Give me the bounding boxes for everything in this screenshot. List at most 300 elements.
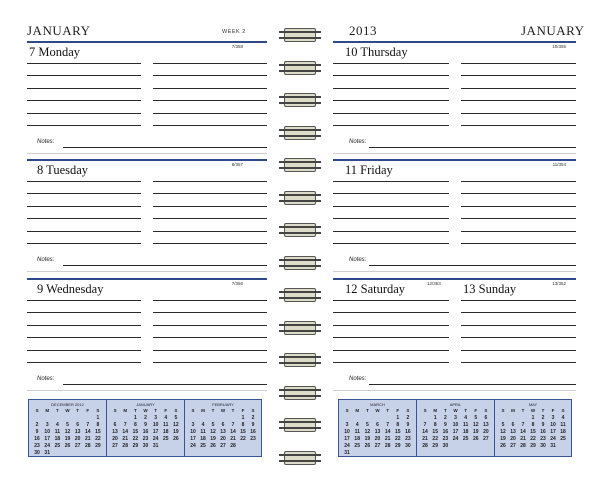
calendar-date[interactable]: 3: [154, 415, 158, 421]
calendar-date[interactable]: 21: [384, 436, 391, 442]
writing-line[interactable]: [333, 75, 449, 76]
mini-calendar-title: MAY: [528, 402, 538, 407]
calendar-date[interactable]: 15: [394, 429, 401, 435]
writing-line[interactable]: [153, 312, 267, 313]
writing-line[interactable]: [461, 113, 577, 114]
notes-line[interactable]: [369, 265, 576, 266]
calendar-date[interactable]: 5: [174, 415, 178, 421]
calendar-date[interactable]: 23: [540, 436, 546, 442]
calendar-date[interactable]: 21: [122, 436, 128, 442]
calendar-date[interactable]: 6: [221, 422, 225, 428]
writing-line[interactable]: [27, 181, 141, 182]
calendar-date[interactable]: 16: [250, 429, 256, 435]
calendar-date[interactable]: 24: [344, 443, 350, 449]
calendar-date[interactable]: 25: [200, 443, 206, 449]
writing-line[interactable]: [461, 193, 577, 194]
writing-line[interactable]: [333, 312, 449, 313]
calendar-date[interactable]: 14: [122, 429, 128, 435]
notes-line[interactable]: [369, 384, 576, 385]
calendar-date[interactable]: 10: [452, 422, 459, 428]
calendar-date[interactable]: 11: [560, 422, 566, 428]
writing-line[interactable]: [27, 193, 141, 194]
writing-line[interactable]: [461, 300, 577, 301]
writing-line[interactable]: [27, 125, 141, 126]
calendar-date[interactable]: 12: [472, 422, 479, 428]
calendar-date[interactable]: 12: [364, 429, 371, 435]
writing-line[interactable]: [27, 218, 141, 219]
calendar-date[interactable]: 5: [66, 422, 69, 428]
calendar-date[interactable]: 27: [510, 443, 516, 449]
spiral-ring: [279, 222, 321, 238]
writing-line[interactable]: [153, 100, 267, 101]
calendar-date[interactable]: 30: [442, 443, 449, 449]
writing-line[interactable]: [333, 350, 449, 351]
calendar-date[interactable]: 4: [355, 422, 359, 428]
writing-line[interactable]: [333, 231, 449, 232]
weekday-header: S: [96, 408, 100, 413]
notes-line[interactable]: [369, 147, 576, 148]
calendar-date[interactable]: 20: [374, 436, 381, 442]
calendar-date[interactable]: 12: [173, 422, 179, 428]
calendar-date[interactable]: 18: [54, 436, 61, 442]
calendar-date[interactable]: 22: [95, 436, 101, 442]
calendar-date[interactable]: 7: [86, 422, 90, 428]
calendar-date[interactable]: 31: [550, 443, 556, 449]
calendar-date[interactable]: 16: [405, 429, 411, 435]
writing-line[interactable]: [333, 362, 449, 363]
calendar-date[interactable]: 7: [423, 422, 427, 428]
writing-line[interactable]: [27, 231, 141, 232]
calendar-date[interactable]: 20: [510, 436, 516, 442]
calendar-date[interactable]: 9: [251, 422, 255, 428]
calendar-date[interactable]: 26: [64, 443, 71, 449]
calendar-date[interactable]: 11: [163, 422, 169, 428]
calendar-date[interactable]: 13: [220, 429, 226, 435]
calendar-date[interactable]: 20: [220, 436, 226, 442]
weekday-header: T: [521, 408, 525, 413]
calendar-date[interactable]: 11: [200, 429, 206, 435]
day-title: 7 Monday: [29, 45, 81, 59]
writing-line[interactable]: [461, 181, 577, 182]
calendar-date[interactable]: 29: [530, 443, 536, 449]
weekday-header: W: [453, 408, 458, 413]
mini-calendar-grid: [498, 408, 568, 449]
calendar-date[interactable]: 8: [133, 422, 137, 428]
calendar-date[interactable]: 28: [122, 443, 128, 449]
calendar-date[interactable]: 27: [220, 443, 226, 449]
calendar-date[interactable]: 1: [433, 415, 437, 421]
writing-line[interactable]: [27, 325, 141, 326]
calendar-date: [481, 443, 491, 449]
calendar-date[interactable]: 26: [210, 443, 216, 449]
calendar-date[interactable]: 1: [531, 415, 535, 421]
calendar-date[interactable]: 19: [210, 436, 216, 442]
calendar-date[interactable]: 28: [520, 443, 526, 449]
calendar-date[interactable]: 29: [394, 443, 401, 449]
calendar-date[interactable]: 16: [34, 436, 40, 442]
writing-line[interactable]: [461, 206, 577, 207]
calendar-date[interactable]: 15: [432, 429, 438, 435]
notes-label: Notes:: [37, 376, 55, 382]
calendar-date[interactable]: 19: [500, 436, 506, 442]
calendar-date[interactable]: 24: [152, 436, 159, 442]
weekday-header: S: [251, 408, 255, 413]
calendar-date[interactable]: 16: [142, 429, 149, 435]
writing-line[interactable]: [27, 75, 141, 76]
calendar-date[interactable]: 13: [112, 429, 118, 435]
calendar-date[interactable]: 29: [95, 443, 101, 449]
calendar-date[interactable]: 6: [113, 422, 117, 428]
weekday-header: T: [231, 408, 235, 413]
writing-line[interactable]: [461, 350, 577, 351]
writing-line[interactable]: [27, 88, 141, 89]
weekday-header: S: [191, 408, 195, 413]
calendar-date[interactable]: 17: [190, 436, 196, 442]
calendar-date[interactable]: 4: [464, 415, 468, 421]
writing-line[interactable]: [333, 325, 449, 326]
calendar-date: [362, 415, 372, 421]
writing-line[interactable]: [153, 231, 267, 232]
calendar-date[interactable]: 15: [132, 429, 139, 435]
calendar-date[interactable]: 25: [462, 436, 469, 442]
writing-line[interactable]: [153, 243, 267, 244]
calendar-date[interactable]: 3: [45, 422, 49, 428]
calendar-date[interactable]: 30: [540, 443, 546, 449]
writing-line[interactable]: [461, 312, 577, 313]
calendar-date[interactable]: 18: [354, 436, 360, 442]
calendar-date[interactable]: 24: [550, 436, 556, 442]
calendar-date[interactable]: 10: [152, 422, 159, 428]
writing-line[interactable]: [153, 350, 267, 351]
calendar-date: [383, 450, 393, 456]
calendar-date[interactable]: 5: [501, 422, 505, 428]
week-label: WEEK 2: [222, 29, 246, 35]
calendar-date[interactable]: 24: [190, 443, 196, 449]
calendar-date[interactable]: 8: [433, 422, 437, 428]
calendar-date[interactable]: 19: [173, 429, 179, 435]
writing-line[interactable]: [27, 312, 141, 313]
calendar-date[interactable]: 17: [344, 436, 350, 442]
writing-line[interactable]: [27, 337, 141, 338]
calendar-date[interactable]: 25: [354, 443, 360, 449]
mini-calendar-grid: [188, 408, 258, 449]
calendar-date[interactable]: 30: [405, 443, 411, 449]
writing-line[interactable]: [27, 362, 141, 363]
writing-line[interactable]: [153, 206, 267, 207]
calendar-date[interactable]: 18: [200, 436, 206, 442]
writing-line[interactable]: [333, 218, 449, 219]
calendar-date[interactable]: 20: [74, 436, 81, 442]
writing-line[interactable]: [153, 63, 267, 64]
calendar-date[interactable]: 15: [95, 429, 101, 435]
calendar-date[interactable]: 22: [530, 436, 536, 442]
calendar-date[interactable]: 29: [132, 443, 139, 449]
writing-line[interactable]: [461, 218, 577, 219]
weekday-header: S: [35, 408, 39, 413]
calendar-date[interactable]: 22: [132, 436, 139, 442]
calendar-date[interactable]: 17: [44, 436, 50, 442]
writing-line[interactable]: [27, 350, 141, 351]
calendar-date: [450, 443, 460, 449]
writing-line[interactable]: [333, 300, 449, 301]
calendar-date[interactable]: 30: [142, 443, 149, 449]
calendar-date[interactable]: 6: [511, 422, 515, 428]
calendar-date[interactable]: 13: [74, 429, 81, 435]
day-block-thursday: [333, 41, 576, 159]
day-number: 11/354: [552, 162, 566, 167]
calendar-date[interactable]: 29: [432, 443, 438, 449]
calendar-date[interactable]: 21: [230, 436, 236, 442]
calendar-date[interactable]: 25: [560, 436, 566, 442]
writing-line[interactable]: [333, 206, 449, 207]
calendar-date[interactable]: 17: [152, 429, 159, 435]
writing-line[interactable]: [333, 193, 449, 194]
weekday-header: T: [154, 408, 157, 413]
calendar-date[interactable]: 2: [541, 415, 545, 421]
calendar-date: [73, 415, 83, 421]
calendar-date[interactable]: 23: [34, 443, 40, 449]
calendar-date[interactable]: 13: [483, 422, 489, 428]
calendar-date[interactable]: 16: [442, 429, 449, 435]
calendar-date[interactable]: 26: [472, 436, 479, 442]
mini-calendar-title: APRIL: [449, 402, 462, 407]
calendar-date[interactable]: 12: [64, 429, 71, 435]
calendar-date[interactable]: 27: [112, 443, 118, 449]
writing-line[interactable]: [461, 75, 577, 76]
writing-line[interactable]: [333, 113, 449, 114]
calendar-date[interactable]: 25: [162, 436, 169, 442]
writing-line[interactable]: [153, 75, 267, 76]
calendar-date[interactable]: 21: [422, 436, 428, 442]
writing-line[interactable]: [461, 243, 577, 244]
writing-line[interactable]: [27, 243, 141, 244]
calendar-date[interactable]: 24: [452, 436, 459, 442]
calendar-date[interactable]: 9: [541, 422, 545, 428]
calendar-date[interactable]: 23: [142, 436, 149, 442]
calendar-date[interactable]: 8: [241, 422, 245, 428]
writing-line[interactable]: [27, 63, 141, 64]
calendar-date[interactable]: 1: [241, 415, 245, 421]
writing-line[interactable]: [153, 325, 267, 326]
writing-line[interactable]: [333, 100, 449, 101]
calendar-date[interactable]: 20: [483, 429, 489, 435]
calendar-date[interactable]: 14: [422, 429, 428, 435]
calendar-date[interactable]: 28: [84, 443, 91, 449]
calendar-date[interactable]: 4: [561, 415, 565, 421]
calendar-date: [383, 415, 393, 421]
calendar-date[interactable]: 3: [345, 422, 349, 428]
day-number: 7/358: [231, 44, 243, 49]
calendar-date[interactable]: 2: [406, 415, 410, 421]
writing-line[interactable]: [461, 88, 577, 89]
writing-line[interactable]: [153, 88, 267, 89]
writing-line[interactable]: [461, 337, 577, 338]
calendar-date[interactable]: 28: [422, 443, 428, 449]
calendar-date[interactable]: 5: [474, 415, 478, 421]
calendar-date[interactable]: 12: [500, 429, 506, 435]
calendar-date[interactable]: 21: [520, 436, 526, 442]
spiral-ring: [279, 385, 321, 401]
calendar-date[interactable]: 8: [396, 422, 400, 428]
calendar-date[interactable]: 10: [190, 429, 196, 435]
writing-line[interactable]: [461, 100, 577, 101]
calendar-date[interactable]: 25: [54, 443, 61, 449]
writing-line[interactable]: [153, 337, 267, 338]
calendar-date[interactable]: 19: [64, 436, 71, 442]
calendar-date[interactable]: 20: [112, 436, 118, 442]
calendar-date[interactable]: 14: [520, 429, 526, 435]
calendar-date[interactable]: 5: [211, 422, 215, 428]
calendar-date[interactable]: 8: [96, 422, 100, 428]
calendar-date[interactable]: 23: [442, 436, 449, 442]
calendar-date[interactable]: 18: [560, 429, 566, 435]
calendar-date[interactable]: 7: [521, 422, 525, 428]
writing-line[interactable]: [153, 181, 267, 182]
calendar-date[interactable]: 21: [84, 436, 91, 442]
calendar-date[interactable]: 2: [144, 415, 147, 421]
calendar-date[interactable]: 1: [96, 415, 100, 421]
notes-line[interactable]: [63, 265, 267, 266]
notes-line[interactable]: [63, 147, 267, 148]
calendar-date[interactable]: 4: [164, 415, 168, 421]
day-title-saturday: 12 Saturday: [345, 282, 406, 296]
calendar-date[interactable]: 19: [472, 429, 479, 435]
calendar-date: [110, 415, 120, 421]
weekday-header: S: [113, 408, 117, 413]
notes-line[interactable]: [63, 384, 267, 385]
writing-line[interactable]: [333, 181, 449, 182]
calendar-date[interactable]: 17: [452, 429, 459, 435]
writing-line[interactable]: [27, 113, 141, 114]
writing-line[interactable]: [27, 100, 141, 101]
calendar-date[interactable]: 11: [462, 422, 469, 428]
calendar-date[interactable]: 26: [500, 443, 506, 449]
calendar-date[interactable]: 28: [230, 443, 236, 449]
calendar-date: [161, 443, 171, 449]
calendar-date[interactable]: 3: [191, 422, 195, 428]
calendar-date[interactable]: 4: [201, 422, 205, 428]
calendar-date[interactable]: 6: [376, 422, 379, 428]
calendar-date[interactable]: 7: [386, 422, 390, 428]
writing-line[interactable]: [153, 362, 267, 363]
writing-line[interactable]: [333, 63, 449, 64]
writing-line[interactable]: [333, 243, 449, 244]
calendar-date[interactable]: 10: [550, 422, 556, 428]
calendar-date[interactable]: 2: [443, 415, 447, 421]
writing-line[interactable]: [461, 325, 577, 326]
spiral-ring: [279, 352, 321, 368]
calendar-date[interactable]: 11: [354, 429, 360, 435]
writing-line[interactable]: [461, 362, 577, 363]
calendar-date[interactable]: 9: [443, 422, 447, 428]
calendar-date[interactable]: 1: [133, 415, 137, 421]
calendar-date[interactable]: 22: [432, 436, 438, 442]
calendar-date[interactable]: 13: [510, 429, 516, 435]
calendar-date[interactable]: 10: [44, 429, 50, 435]
calendar-date[interactable]: 13: [374, 429, 381, 435]
calendar-date[interactable]: 9: [35, 429, 39, 435]
calendar-date[interactable]: 8: [531, 422, 535, 428]
calendar-date[interactable]: 28: [384, 443, 391, 449]
calendar-date[interactable]: 19: [364, 436, 371, 442]
weekday-header: T: [541, 408, 545, 413]
calendar-date: [228, 415, 238, 421]
calendar-date[interactable]: 12: [210, 429, 216, 435]
calendar-date[interactable]: 18: [162, 429, 169, 435]
writing-line[interactable]: [27, 300, 141, 301]
calendar-date[interactable]: 15: [240, 429, 246, 435]
calendar-date[interactable]: 22: [240, 436, 246, 442]
calendar-date[interactable]: 31: [152, 443, 159, 449]
mini-calendar-title: FEBRUARY: [212, 402, 234, 407]
notes-label: Notes:: [37, 257, 55, 263]
writing-line[interactable]: [27, 206, 141, 207]
writing-line[interactable]: [333, 125, 449, 126]
calendar-date[interactable]: 3: [551, 415, 555, 421]
calendar-date[interactable]: 14: [84, 429, 91, 435]
calendar-date[interactable]: 27: [74, 443, 81, 449]
calendar-date[interactable]: 6: [76, 422, 80, 428]
calendar-date[interactable]: 1: [396, 415, 400, 421]
writing-line[interactable]: [333, 337, 449, 338]
calendar-date[interactable]: 6: [484, 415, 488, 421]
calendar-date[interactable]: 24: [44, 443, 50, 449]
notes-label: Notes:: [37, 139, 55, 145]
writing-line[interactable]: [153, 300, 267, 301]
weekday-header: T: [386, 408, 389, 413]
writing-line[interactable]: [461, 231, 577, 232]
calendar-date[interactable]: 23: [405, 436, 411, 442]
calendar-date[interactable]: 9: [406, 422, 410, 428]
calendar-date[interactable]: 2: [35, 422, 39, 428]
day-title: 11 Friday: [345, 163, 393, 177]
writing-line[interactable]: [153, 218, 267, 219]
calendar-date[interactable]: 27: [483, 436, 489, 442]
calendar-date[interactable]: 11: [54, 429, 60, 435]
writing-line[interactable]: [153, 193, 267, 194]
calendar-date[interactable]: 7: [123, 422, 127, 428]
calendar-date[interactable]: 5: [365, 422, 369, 428]
calendar-date[interactable]: 16: [540, 429, 546, 435]
weekday-header: S: [423, 408, 427, 413]
calendar-date[interactable]: 14: [384, 429, 391, 435]
calendar-date[interactable]: 15: [530, 429, 536, 435]
calendar-date[interactable]: 17: [550, 429, 556, 435]
weekday-header: T: [365, 408, 369, 413]
writing-line[interactable]: [461, 125, 577, 126]
calendar-date[interactable]: 30: [34, 450, 40, 456]
writing-line[interactable]: [153, 113, 267, 114]
calendar-date[interactable]: 26: [173, 436, 179, 442]
writing-line[interactable]: [153, 125, 267, 126]
calendar-date[interactable]: 27: [374, 443, 381, 449]
calendar-date[interactable]: 10: [344, 429, 350, 435]
calendar-date[interactable]: 22: [394, 436, 401, 442]
calendar-date[interactable]: 23: [250, 436, 256, 442]
calendar-date[interactable]: 4: [55, 422, 59, 428]
calendar-date[interactable]: 2: [251, 415, 255, 421]
calendar-date[interactable]: 18: [462, 429, 469, 435]
writing-line[interactable]: [461, 63, 577, 64]
calendar-date[interactable]: 31: [44, 450, 50, 456]
writing-line[interactable]: [333, 88, 449, 89]
calendar-date[interactable]: 9: [144, 422, 147, 428]
calendar-date[interactable]: 14: [230, 429, 236, 435]
calendar-date[interactable]: 31: [344, 450, 350, 456]
calendar-date[interactable]: 7: [231, 422, 235, 428]
calendar-date[interactable]: 26: [364, 443, 371, 449]
calendar-date[interactable]: 3: [454, 415, 457, 421]
